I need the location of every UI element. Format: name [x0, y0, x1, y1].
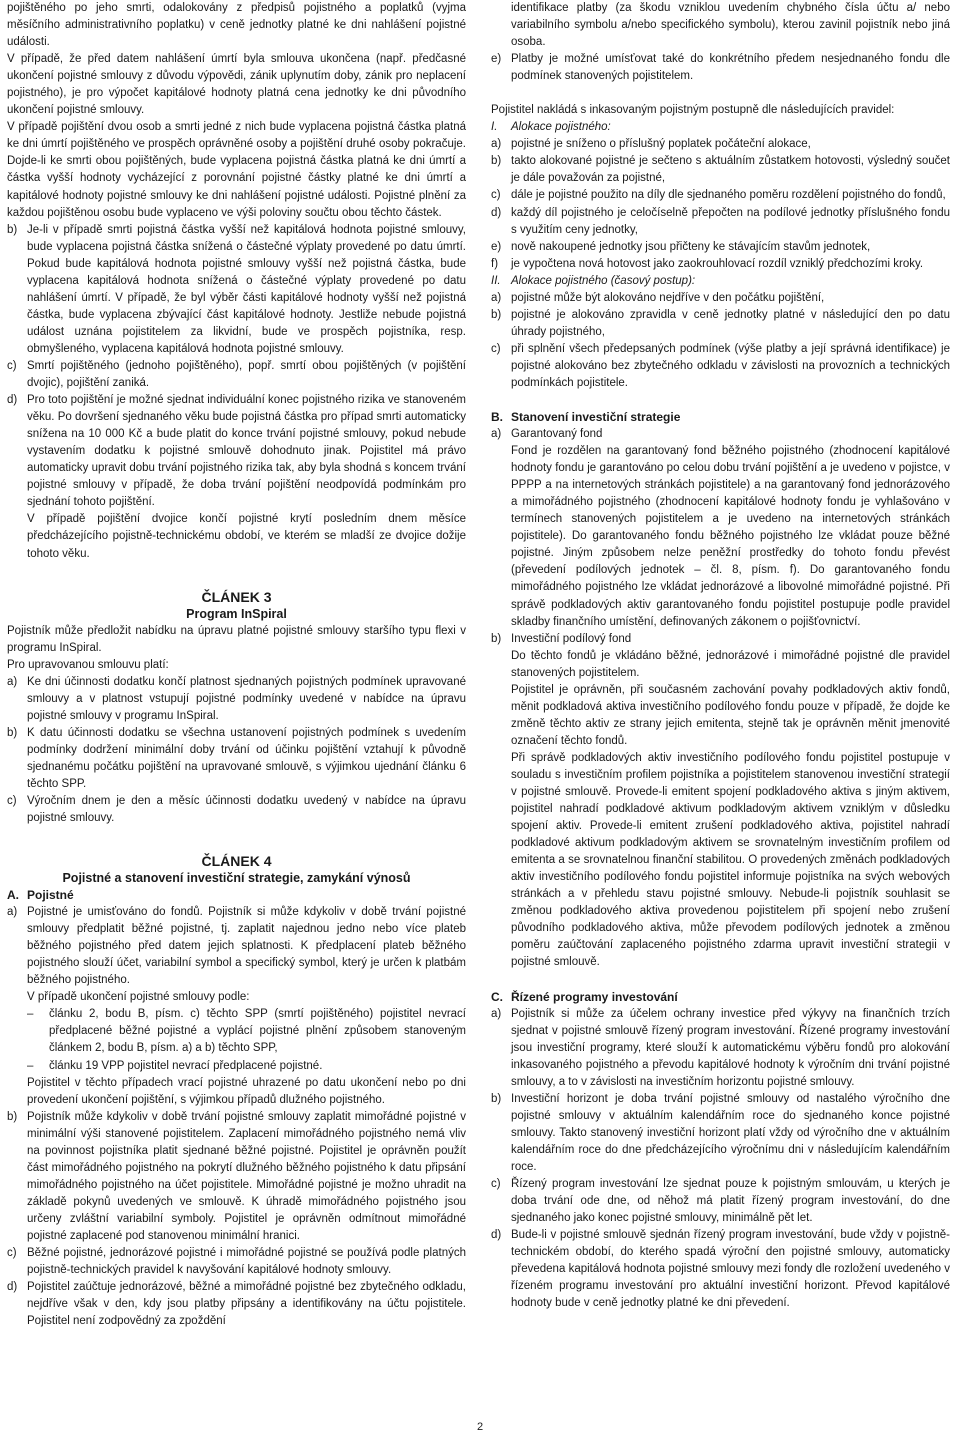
dash-item [7, 1006, 466, 1057]
list-item [491, 51, 950, 85]
item-label: d) [491, 206, 502, 219]
item-text: článku 2, bodu B, písm. c) těchto SPP (smrtí pojištěného) pojistitel nevrací předplacené běžné pojistné a vyplácí pojistné plnění způsobem stanoveným článkem 2, bodu B, písm. a) a b) těchto SPP, [49, 1008, 466, 1055]
left-column [7, 0, 466, 1330]
list-item [491, 631, 950, 648]
list-item [7, 222, 466, 358]
item-label: e) [491, 240, 502, 253]
article-4-subtitle: Pojistné a stanovení investiční strategie, zamykání výnosů [62, 871, 411, 886]
list-item [491, 153, 950, 187]
list-item [7, 793, 466, 827]
item-label: a) [7, 906, 18, 919]
item-label: b) [7, 223, 18, 236]
item-label: e) [491, 53, 502, 66]
article-4-title: ČLÁNEK 4 [201, 853, 272, 870]
sub-paragraph: V případě ukončení pojistné smlouvy podle: [27, 991, 250, 1004]
item-label: c) [7, 1247, 17, 1260]
item-text: pojistné může být alokováno nejdříve v den počátku pojištění, [511, 291, 825, 304]
item-label: a) [491, 138, 502, 151]
item-label: c) [7, 359, 17, 372]
item-text: článku 19 VPP pojistitel nevrací předplacené pojistné. [49, 1059, 323, 1072]
item-label: c) [7, 795, 17, 808]
item-text: Řízený program investování lze sjednat pouze k pojistným smlouvám, u kterých je doba trvání ode dne, od něhož má platit řízený program investování, do dne sjednaného jako konec pojistné smlouvy, minimálně pět let. [511, 1178, 950, 1225]
article-3-subtitle: Program InSpiral [186, 606, 287, 621]
item-text: Garantovaný fond [511, 428, 603, 441]
item-label: d) [7, 1281, 18, 1294]
section-c-heading [491, 989, 950, 1006]
list-item [7, 1279, 466, 1330]
list-item [491, 426, 950, 443]
dash-item [7, 1058, 466, 1075]
item-text: při splnění všech předepsaných podmínek (výše platby a její správná identifikace) je pojistné alokováno bez zbytečného odkladu v závislosti na provozních a technických podmínkách pojistitele. [511, 342, 950, 389]
item-label: c) [491, 189, 501, 202]
item-text: dále je pojistné použito na díly dle sjednaného poměru rozdělení pojistného do fondů, [511, 189, 946, 202]
section-label: B. [491, 410, 503, 425]
item-text: pojistné je sníženo o příslušný poplatek počáteční alokace, [511, 138, 811, 151]
item-label: b) [7, 1110, 18, 1123]
list-item [491, 187, 950, 204]
item-text: Výročním dnem je den a měsíc účinnosti dodatku uvedený v nabídce na úpravu pojistné smlouvy. [27, 795, 466, 825]
item-text: K datu účinnosti dodatku se všechna ustanovení pojistných podmínek s uvedením podmínky dodržení minimální doby trvání od účinku pojištění vztahují k původně sjednanému počátku pojištění na upravované smlouvě, s výjimkou ujednání článku 6 těchto SPP. [27, 726, 466, 790]
list-item [7, 674, 466, 725]
item-text: Ke dni účinnosti dodatku končí platnost sjednaných pojistných podmínek upravované smlouvy a v platnost vstupují pojistné podmínky uvedené v nabídce na úpravu pojistné smlouvy v programu InSpiral. [27, 675, 466, 722]
paragraph: Pojistitel nakládá s inkasovaným pojistným postupně dle následujících pravidel: [491, 104, 895, 117]
item-label: b) [491, 1092, 502, 1105]
item-text: Je-li v případě smrti pojistná částka vyšší než kapitálová hodnota pojistné smlouvy, bude vyplacena pojistná částka snížená o částečné výplaty provedené po datu úmrtí. Pokud bude kapitálová hodnota pojistné smlouvy vyšší než pojistná částka, bude vyplacena kapitálová hodnota snížená o částečné výplaty provedené po datu nahlášení úmrtí. V případě, že byl výběr části kapitálové hodnoty vyšší než pojistná částka, bude vyplacena zbývající část kapitálové hodnoty. Jestliže nebude pojistná událost uznána pojistitelem za likvidní, bude ve prospěch pojistníka, resp. obmyšleného, vyplacena kapitálová hodnota pojistné smlouvy. [27, 223, 466, 355]
list-item [491, 256, 950, 273]
item-text: Platby je možné umísťovat také do konkrétního předem nesjednaného fondu dle podmínek stanovených pojistitelem. [511, 53, 950, 83]
item-text: Investiční horizont je doba trvání pojistné smlouvy od nastalého výročního dne pojistné smlouvy v aktuálním kalendářním roce do sjednaného konce pojistné smlouvy. Takto stanovený investiční horizont platí vždy od výročního dne v aktuálním kalendářním roce do dne předcházejícího výročnímu dni v následujícím kalendářním roce. [511, 1092, 950, 1173]
sub-paragraph: Pojistitel je oprávněn, při současném zachování povahy podkladových aktiv fondů, měnit podkladová aktiva investičního podílového fondu pouze v případě, že dojde ke změně těchto aktiv ze strany jejich emitenta, stejně tak je oprávněn měnit jmenovité označení těchto fondů. [511, 683, 950, 747]
item-text: Pojistné je umisťováno do fondů. Pojistník si může kdykoliv v době trvání pojistné smlouvy předplatit běžné pojistné, tj. zaplatit najednou jedno nebo více plateb běžného pojistného před datem jejich splatnosti. K předplacení plateb běžného pojistného slouží účet, variabilní symbol a specifický symbol, který je určen k platbám běžného pojistného. [27, 906, 466, 987]
list-item [7, 392, 466, 511]
item-text: pojistné je alokováno zpravidla v ceně jednotky platné v následující den po datu úhrady pojistného, [511, 308, 950, 338]
list-item [7, 358, 466, 392]
item-label: a) [491, 1007, 502, 1020]
paragraph: Pro upravovanou smlouvu platí: [7, 658, 169, 671]
item-label: I. [491, 121, 498, 134]
item-label: b) [7, 726, 18, 739]
paragraph: V případě pojištění dvou osob a smrti jedné z nich bude vyplacena pojistná částka platná ke dni úmrtí pojištěného ve prospěch oprávněné osoby a pojištění druhé osoby pokračuje. Dojde-li ke smrti obou pojištěných, bude vyplacena pojistná částka platná ke dni úmrtí a částka vyšší hodnoty vycházející z porovnání pojistné částky platné ke dni úmrtí a kapitálové hodnoty pojistné smlouvy ke dni nahlášení pojistné události. Pojistné plnění za každou pojištěnou osobu bude vyplaceno ve výši poloviny součtu obou těchto částek. [7, 121, 466, 219]
list-heading [491, 273, 950, 290]
list-item [491, 239, 950, 256]
item-label: b) [491, 155, 502, 168]
item-label: a) [7, 675, 18, 688]
item-text: nově nakoupené jednotky jsou přičteny ke stávajícím stavům jednotek, [511, 240, 871, 253]
item-label: b) [491, 308, 502, 321]
item-text: Alokace pojistného: [511, 121, 611, 134]
item-text: Pojistník může kdykoliv v době trvání pojistné smlouvy zaplatit mimořádné pojistné v minimální výši stanovené pojistitelem. Zaplacení mimořádného pojistného nemá vliv na povinnost pojistníka platit sjednané běžné pojistné. Pojistitel je oprávněn použít část mimořádného pojistného na pokrytí dlužného běžného pojistného k datu připsání mimořádného pojistného na účet pojistitele. Mimořádné pojistné je možno uhradit na základě pokynů uvedených ve smlouvě. K úhradě mimořádného pojistného jsou určeny zvláštní variabilní symboly. Pojistitel je oprávněn odmítnout mimořádné pojistné zaplacené pod stanovenou minimální hranici. [27, 1110, 466, 1242]
paragraph: Pojistník může předložit nabídku na úpravu platné pojistné smlouvy staršího typu flexi v programu InSpiral. [7, 624, 466, 654]
item-label: b) [491, 632, 502, 645]
paragraph: V případě, že před datem nahlášení úmrtí byla smlouva ukončena (např. předčasné ukončení pojistné smlouvy z důvodu výpovědi, zánik uplynutím doby, zánik pro neplacení pojistného), je pro výpočet kapitálové hodnoty platná cena jednotky ke dni původního ukončení pojistné smlouvy. [7, 53, 466, 117]
list-item [491, 1176, 950, 1227]
list-item [491, 136, 950, 153]
sub-paragraph: Fond je rozdělen na garantovaný fond běžného pojistného (zhodnocení kapitálové hodnoty fondu je garantováno po celou dobu trvání pojištění a je uvedeno v pojistce, v PPPP a na internetových stránkách pojistitele) a na garantovaný fond jednorázového a mimořádného pojistného (zhodnocení kapitálové hodnoty fondu je vyhlašováno v termínech stanovených pojistitelem a je uvedeno na internetových stránkách pojistitele). Do garantovaného fondu běžného pojistného lze vkládat pouze běžné pojistné. Jiným způsobem nelze peněžní prostředky do tohoto fondu převést (převedení podílových jednotek – čl. 8, písm. f). Do garantovaného fondu mimořádného pojistného lze vkládat jednorázové a libovolné mimořádné pojistné. Při správě podkladových aktiv garantovaného fondu pojistitel postupuje podle pravidel skladby finančního umístění, definovaných zákonem o pojišťovnictví. [511, 445, 950, 628]
list-item [7, 1109, 466, 1245]
item-text: každý díl pojistného je celočíselně přepočten na podílové jednotky příslušného fondu s využitím ceny jednotky, [511, 206, 950, 236]
item-text: je vypočtena nová hotovost jako zaokrouhlovací rozdíl vzniklý předchozími kroky. [511, 257, 924, 270]
dash-symbol: – [27, 1059, 34, 1072]
item-label: c) [491, 1178, 501, 1190]
section-b-heading [491, 409, 950, 426]
section-title: Stanovení investiční strategie [511, 410, 681, 425]
item-text: takto alokované pojistné je sečteno s aktuálním zůstatkem hotovosti, výsledný součet je dále považován za pojistné, [511, 155, 950, 185]
article-3-title: ČLÁNEK 3 [201, 588, 272, 605]
page-number: 2 [476, 1421, 484, 1433]
right-column [491, 0, 950, 1312]
section-label: C. [491, 989, 503, 1004]
list-item [7, 725, 466, 793]
item-label: f) [491, 257, 499, 270]
item-text: Investiční podílový fond [511, 632, 632, 645]
list-item [7, 904, 466, 989]
item-text: Pojistník si může za účelem ochrany investice před výkyvy na finančních trzích sjednat v pojistné smlouvě řízený program investování. Řízené programy investování jsou investiční programy, které slouží k automatickému výběru fondů pro alokování inkasovaného pojistného a převodu kapitálové hodnoty k výročním dni trvání pojistné smlouvy, a to v závislosti na investičním horizontu pojistné smlouvy. [511, 1007, 950, 1088]
list-item [491, 1227, 950, 1312]
list-item [491, 341, 950, 392]
sub-paragraph: Při správě podkladových aktiv investičního podílového fondu pojistitel postupuje v souladu s investičním profilem pojistníka a pojistitelem stanovenou investiční strategií v pojistné smlouvě. Provede-li emitent spojení podkladového aktiva s jiným aktivem, pojistitel nahradí podkladové aktivum podkladovým aktivem vzniklým v důsledku spojení aktiv. Provede-li emitent zrušení podkladového aktiva, pojistitel nahradí podkladové aktivum podkladovým aktivem se srovnatelným investičním profilem od emitenta a se srovnatelnou finanční stabilitou. O provedených změnách podkladových aktiv investičního podílového fondu pojistitel informuje pojistníka na svých webových stránkách a v přehledu stavu pojistné smlouvy. Nebude-li pojistník souhlasit se změnou podkladového aktiva provedenou pojistitelem při spojení nebo zrušení původního podkladového aktiva, může převodem podílových jednotek a změnou poměru zaúčtování zaplaceného pojistného zdarma upravit investiční strategii v pojistné smlouvě. [511, 751, 950, 969]
list-heading [491, 119, 950, 136]
list-item [491, 1006, 950, 1091]
item-label: d) [491, 1229, 502, 1242]
item-text: Alokace pojistného (časový postup): [511, 274, 696, 287]
section-label: A. [7, 888, 19, 903]
list-item [7, 1245, 466, 1279]
list-item [491, 1091, 950, 1176]
item-label: c) [491, 342, 501, 355]
item-label: a) [491, 428, 502, 441]
item-label: d) [7, 394, 18, 407]
list-item [491, 205, 950, 239]
item-text: Pojistitel zaúčtuje jednorázové, běžné a mimořádné pojistné bez zbytečného odkladu, nejdříve však v den, kdy jsou platby připsány a identifikovány na účtu pojistitele. Pojistitel není zodpovědný za zpoždění [27, 1281, 466, 1328]
paragraph: pojištěného po jeho smrti, odalokovány z předpisů pojistného a poplatků (vyjma měsíčního administrativního poplatku) v ceně jednotky platné ke dni nahlášení pojistné události. [7, 2, 466, 49]
section-a-heading [7, 887, 466, 904]
item-text: Smrtí pojištěného (jednoho pojištěného), popř. smrtí obou pojištěných (v pojištění dvojic), pojištění zaniká. [27, 359, 466, 390]
list-item [491, 307, 950, 341]
item-text: Bude-li v pojistné smlouvě sjednán řízený program investování, bude vždy v pojistně-technickém období, do kterého spadá výroční den pojistné smlouvy, automaticky převedena kapitálová hodnota pojistné smlouvy mezi fondy dle rozložení uvedeného v řízeném programu investování pro aktuální investiční horizont. Převod kapitálové hodnoty bude v ceně jednotky platné ke dni převedení. [511, 1229, 950, 1310]
item-text: Běžné pojistné, jednorázové pojistné i mimořádné pojistné se používá podle platných pojistně-technických pravidel k navyšování kapitálové hodnoty smlouvy. [27, 1247, 466, 1277]
sub-paragraph: Pojistitel v těchto případech vrací pojistné uhrazené po datu ukončení nebo po dni provedení ukončení pojištění, s výjimkou případů dlužného pojistného. [27, 1076, 466, 1106]
section-title: Pojistné [27, 888, 74, 903]
item-label: a) [491, 291, 502, 304]
sub-paragraph: V případě pojištění dvojice končí pojistné krytí posledním dnem měsíce předcházejícího pojistně-technickému období, ve kterém se mladší ze dvojice dožije tohoto věku. [27, 513, 466, 560]
list-item [491, 290, 950, 307]
item-text: Pro toto pojištění je možné sjednat individuální konec pojistného rizika ve stanoveném věku. Po dovršení sjednaného věku bude pojistná částka pro případ smrti automaticky snížena na 10 000 Kč a bude platit do konce trvání pojistné smlouvy, pokud nebude vystavením dodatku k pojistné smlouvě dohodnuto jinak. Pojistitel má právo automaticky upravit dobu trvání pojistného rizika tak, aby byla shodná s koncem trvání pojistné smlouvy v případě, že doba trvání pojištění neodpovídá podmínkám pro sjednání tohoto pojištění. [27, 394, 466, 509]
dash-symbol: – [27, 1008, 34, 1021]
sub-paragraph: identifikace platby (za škodu vzniklou uvedením chybného čísla účtu a/ nebo variabilního symbolu a/nebo specifického symbolu), kterou zavinil pojistník nebo jiná osoba. [511, 2, 950, 49]
section-title: Řízené programy investování [511, 989, 678, 1004]
item-label: II. [491, 274, 501, 287]
sub-paragraph: Do těchto fondů je vkládáno běžné, jednorázové i mimořádné pojistné dle pravidel stanovených pojistitelem. [511, 649, 950, 679]
